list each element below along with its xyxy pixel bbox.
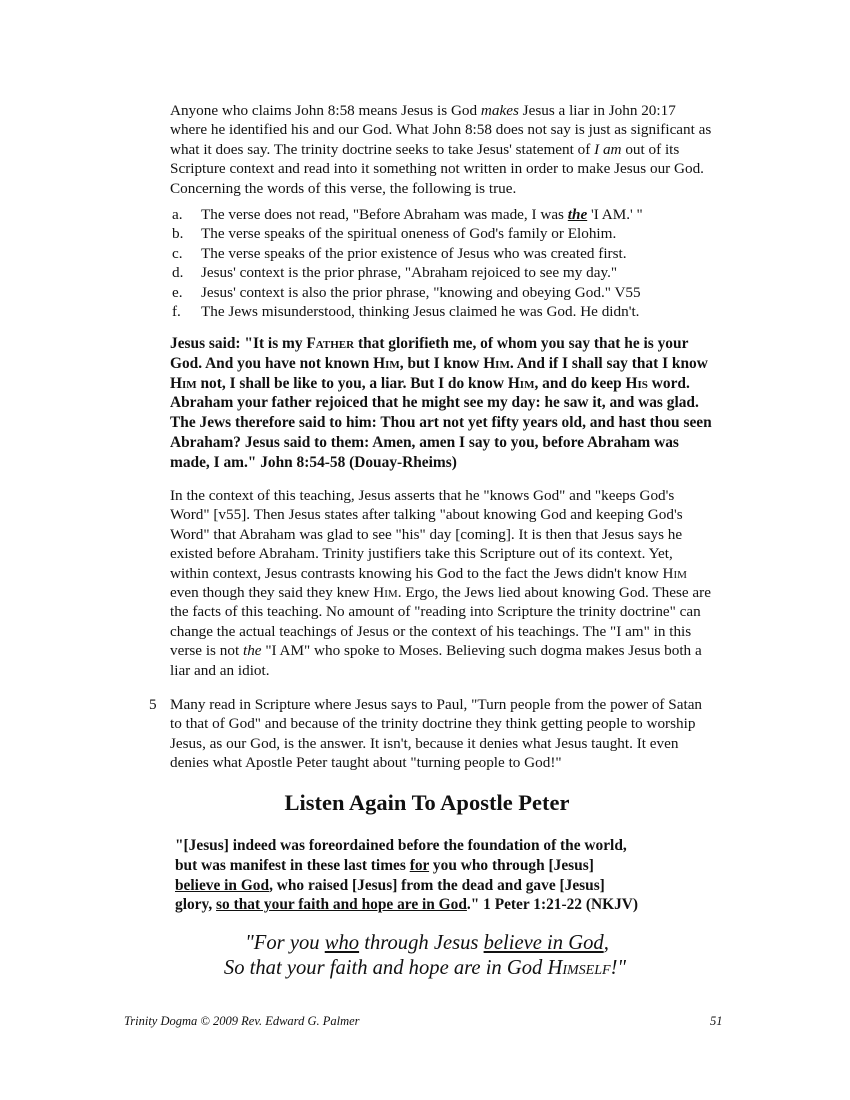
closing-text: !" xyxy=(610,956,627,979)
quote-text: word. Abraham your father rejoiced that he might see my day: he saw it, and was glad. The Jews therefore said to him: Thou art not yet fifty years old, and hast thou seen Abraham? Jesus said to them: Amen, amen I say to you, before Abraham was made, I am." John 8:54-58 (Douay-Rheims) xyxy=(170,374,712,471)
item-5-paragraph: Many read in Scripture where Jesus says to Paul, "Turn people from the power of Satan to that of God" and because of the trinity doctrine they think getting people to worship Jesus, as our God, is the answer. It isn't, because it denies what Jesus taught. It even denies what Apostle Peter taught about "turning people to God!" xyxy=(170,696,703,772)
list-item xyxy=(172,244,732,263)
intro-emphasis-makes: makes xyxy=(480,102,519,119)
quote-text: , and do keep xyxy=(534,374,626,392)
list-item-a-emphasis: the xyxy=(567,206,588,223)
facts-list xyxy=(172,205,732,321)
list-marker: d. xyxy=(172,264,184,282)
small-caps-word: Him xyxy=(507,374,535,392)
closing-statement xyxy=(0,931,850,980)
small-caps-word: Himself xyxy=(547,956,611,979)
intro-text-2: Jesus a liar in John 20:17 where he identified his and our God. What John 8:58 does not say is just as significant as what it does say. The trinity doctrine seeks to take Jesus' statement of xyxy=(170,102,712,158)
list-item-text xyxy=(201,205,643,224)
quote-text: Jesus said: "It is my xyxy=(170,335,307,352)
quote-line xyxy=(175,895,735,915)
quote-text: but was manifest in these last times xyxy=(175,856,410,874)
intro-text-1: Anyone who claims John 8:58 means Jesus is God xyxy=(170,102,481,119)
closing-text: , xyxy=(603,932,609,954)
list-item xyxy=(172,263,732,282)
page-number: 51 xyxy=(710,1014,723,1028)
scripture-quote-peter xyxy=(175,836,735,915)
footer-copyright: Trinity Dogma © 2009 Rev. Edward G. Palmer xyxy=(124,1014,360,1028)
list-marker: b. xyxy=(172,225,184,243)
list-marker: f. xyxy=(172,302,181,320)
quote-line xyxy=(175,856,735,876)
list-marker: c. xyxy=(172,244,183,262)
closing-text: through Jesus xyxy=(359,932,484,954)
quote-text: glory, xyxy=(175,896,217,914)
scripture-quote-john xyxy=(170,334,718,473)
list-item-text: The verse speaks of the spiritual oneness of God's family or Elohim. xyxy=(201,225,617,243)
quote-line xyxy=(175,876,735,896)
underlined-text: so that your faith and hope are in God xyxy=(216,896,467,914)
context-paragraph xyxy=(170,486,715,680)
context-text: In the context of this teaching, Jesus asserts that he "knows God" and "keeps God's Word" [v55]. Then Jesus states after talking "about knowing God and keeping God's Word" that Abraham was glad to see "his" day [coming]. It is then that Jesus says he existed before Abraham. Trinity justifiers take this Scripture out of its context. Yet, within context, Jesus contrasts knowing his God to the fact the Jews didn't know xyxy=(170,487,683,582)
list-marker: e. xyxy=(172,283,183,301)
underlined-text: who xyxy=(324,932,360,954)
context-text: . Ergo, the Jews lied about knowing God. These are the facts of this teaching. No amount of "reading into Scripture the trinity doctrine" can change the actual teachings of Jesus or the context of his teachings. The "I am" in this verse is not xyxy=(170,584,711,660)
underlined-text: believe in God xyxy=(175,876,270,894)
list-item xyxy=(172,302,732,321)
quote-text: you who through [Jesus] xyxy=(429,856,594,874)
small-caps-word: Him xyxy=(483,354,510,372)
small-caps-word: Him xyxy=(373,354,400,372)
list-item xyxy=(172,283,732,302)
quote-text: not, I shall be like to you, a liar. But I do know xyxy=(196,374,508,392)
list-item xyxy=(172,205,732,224)
small-caps-word: Him xyxy=(373,584,398,602)
item-number: 5 xyxy=(149,696,157,713)
intro-paragraph xyxy=(170,101,715,198)
list-item-a-post: 'I AM.' " xyxy=(587,206,643,223)
list-item xyxy=(172,224,732,243)
list-marker: a. xyxy=(172,206,183,223)
context-text: even though they said they knew xyxy=(170,584,374,602)
small-caps-word: His xyxy=(625,374,648,392)
small-caps-word: Him xyxy=(662,564,687,582)
closing-text: So that your faith and hope are in God xyxy=(223,956,548,979)
intro-text-3: out of its Scripture context and read into it something not written in order to make Jesus our God. Concerning the words of this verse, the following is true. xyxy=(170,140,704,197)
quote-text: . And if I shall say that I know xyxy=(509,354,708,372)
small-caps-word: Him xyxy=(170,374,197,392)
underlined-text: for xyxy=(409,856,430,874)
quote-line: "[Jesus] indeed was foreordained before the foundation of the world, xyxy=(175,837,627,854)
list-item-text: The verse speaks of the prior existence of Jesus who was created first. xyxy=(201,244,627,262)
section-heading: Listen Again To Apostle Peter xyxy=(284,790,570,815)
closing-text: "For you xyxy=(245,932,325,954)
closing-line xyxy=(0,931,850,956)
list-item-a-pre: The verse does not read, "Before Abraham was made, I was xyxy=(201,206,568,223)
intro-emphasis-i-am: I am xyxy=(594,140,622,158)
quote-text: that glorifieth me, of whom you say that he is your God. And you have not known xyxy=(170,335,689,372)
list-item-text: The Jews misunderstood, thinking Jesus claimed he was God. He didn't. xyxy=(201,302,640,320)
list-item-text: Jesus' context is the prior phrase, "Abraham rejoiced to see my day." xyxy=(201,264,618,282)
quote-text: ." 1 Peter 1:21-22 (NKJV) xyxy=(466,896,638,914)
quote-text: , but I know xyxy=(399,354,484,372)
small-caps-word: Father xyxy=(306,335,355,352)
closing-line xyxy=(0,956,850,981)
list-item-text: Jesus' context is also the prior phrase, "knowing and obeying God." V55 xyxy=(201,283,641,301)
quote-text: , who raised [Jesus] from the dead and gave [Jesus] xyxy=(269,876,605,894)
context-emphasis-the: the xyxy=(242,642,262,660)
underlined-text: believe in God xyxy=(483,932,604,954)
context-text: "I AM" who spoke to Moses. Believing such dogma makes Jesus both a liar and an idiot. xyxy=(170,642,702,679)
